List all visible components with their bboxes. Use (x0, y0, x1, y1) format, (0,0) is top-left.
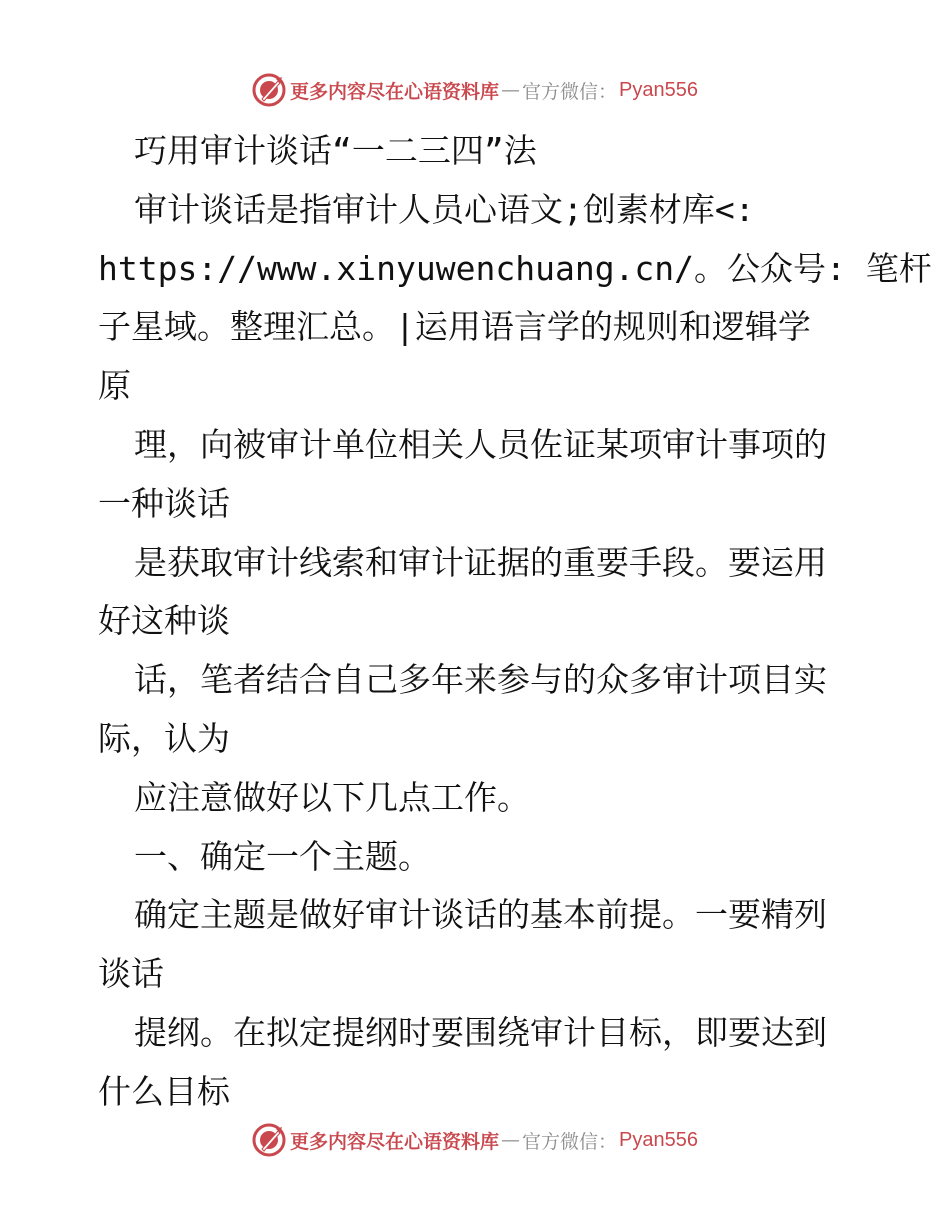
text-line: 确定主题是做好审计谈话的基本前提。一要精列 (134, 895, 827, 935)
text-line: 际，认为 (98, 718, 230, 758)
text-line: 是获取审计线索和审计证据的重要手段。要运用 (134, 542, 827, 582)
text-line: 话，笔者结合自己多年来参与的众多审计项目实 (134, 660, 827, 700)
text-line: 什么目标 (98, 1071, 230, 1111)
text-line: 谈话 (98, 954, 164, 994)
banner-separator: — (501, 79, 521, 101)
text-line: 子星域。整理汇总。|运用语言学的规则和逻辑学 (98, 307, 811, 347)
brand-logo-icon (252, 73, 286, 107)
banner-wechat-id: Pyan556 (619, 1128, 698, 1151)
banner-separator: — (501, 1129, 521, 1151)
banner-wechat-label: 官方微信： (522, 80, 618, 103)
text-line: 审计谈话是指审计人员心语文;创素材库<: (134, 189, 755, 229)
banner-brand-text: 更多内容尽在心语资料库 (290, 80, 500, 103)
footer-banner (0, 1120, 950, 1160)
text-line: 一种谈话 (98, 483, 230, 523)
text-line: 理，向被审计单位相关人员佐证某项审计事项的 (134, 424, 827, 464)
text-line: 提纲。在拟定提纲时要围绕审计目标，即要达到 (134, 1012, 827, 1052)
banner-brand-text: 更多内容尽在心语资料库 (290, 1130, 500, 1153)
section-heading: 一、确定一个主题。 (134, 836, 431, 876)
document-body (98, 122, 932, 1122)
text-line: 原 (98, 366, 131, 406)
header-banner (0, 70, 950, 110)
text-line: 应注意做好以下几点工作。 (134, 777, 530, 817)
banner-wechat-id: Pyan556 (619, 78, 698, 101)
text-line: https://www.xinyuwenchuang.cn/。公众号: 笔杆 (98, 248, 932, 288)
document-title: 巧用审计谈话“一二三四”法 (134, 131, 537, 170)
brand-logo-icon (252, 1123, 286, 1157)
text-line: 好这种谈 (98, 601, 230, 641)
banner-wechat-label: 官方微信： (522, 1130, 618, 1153)
